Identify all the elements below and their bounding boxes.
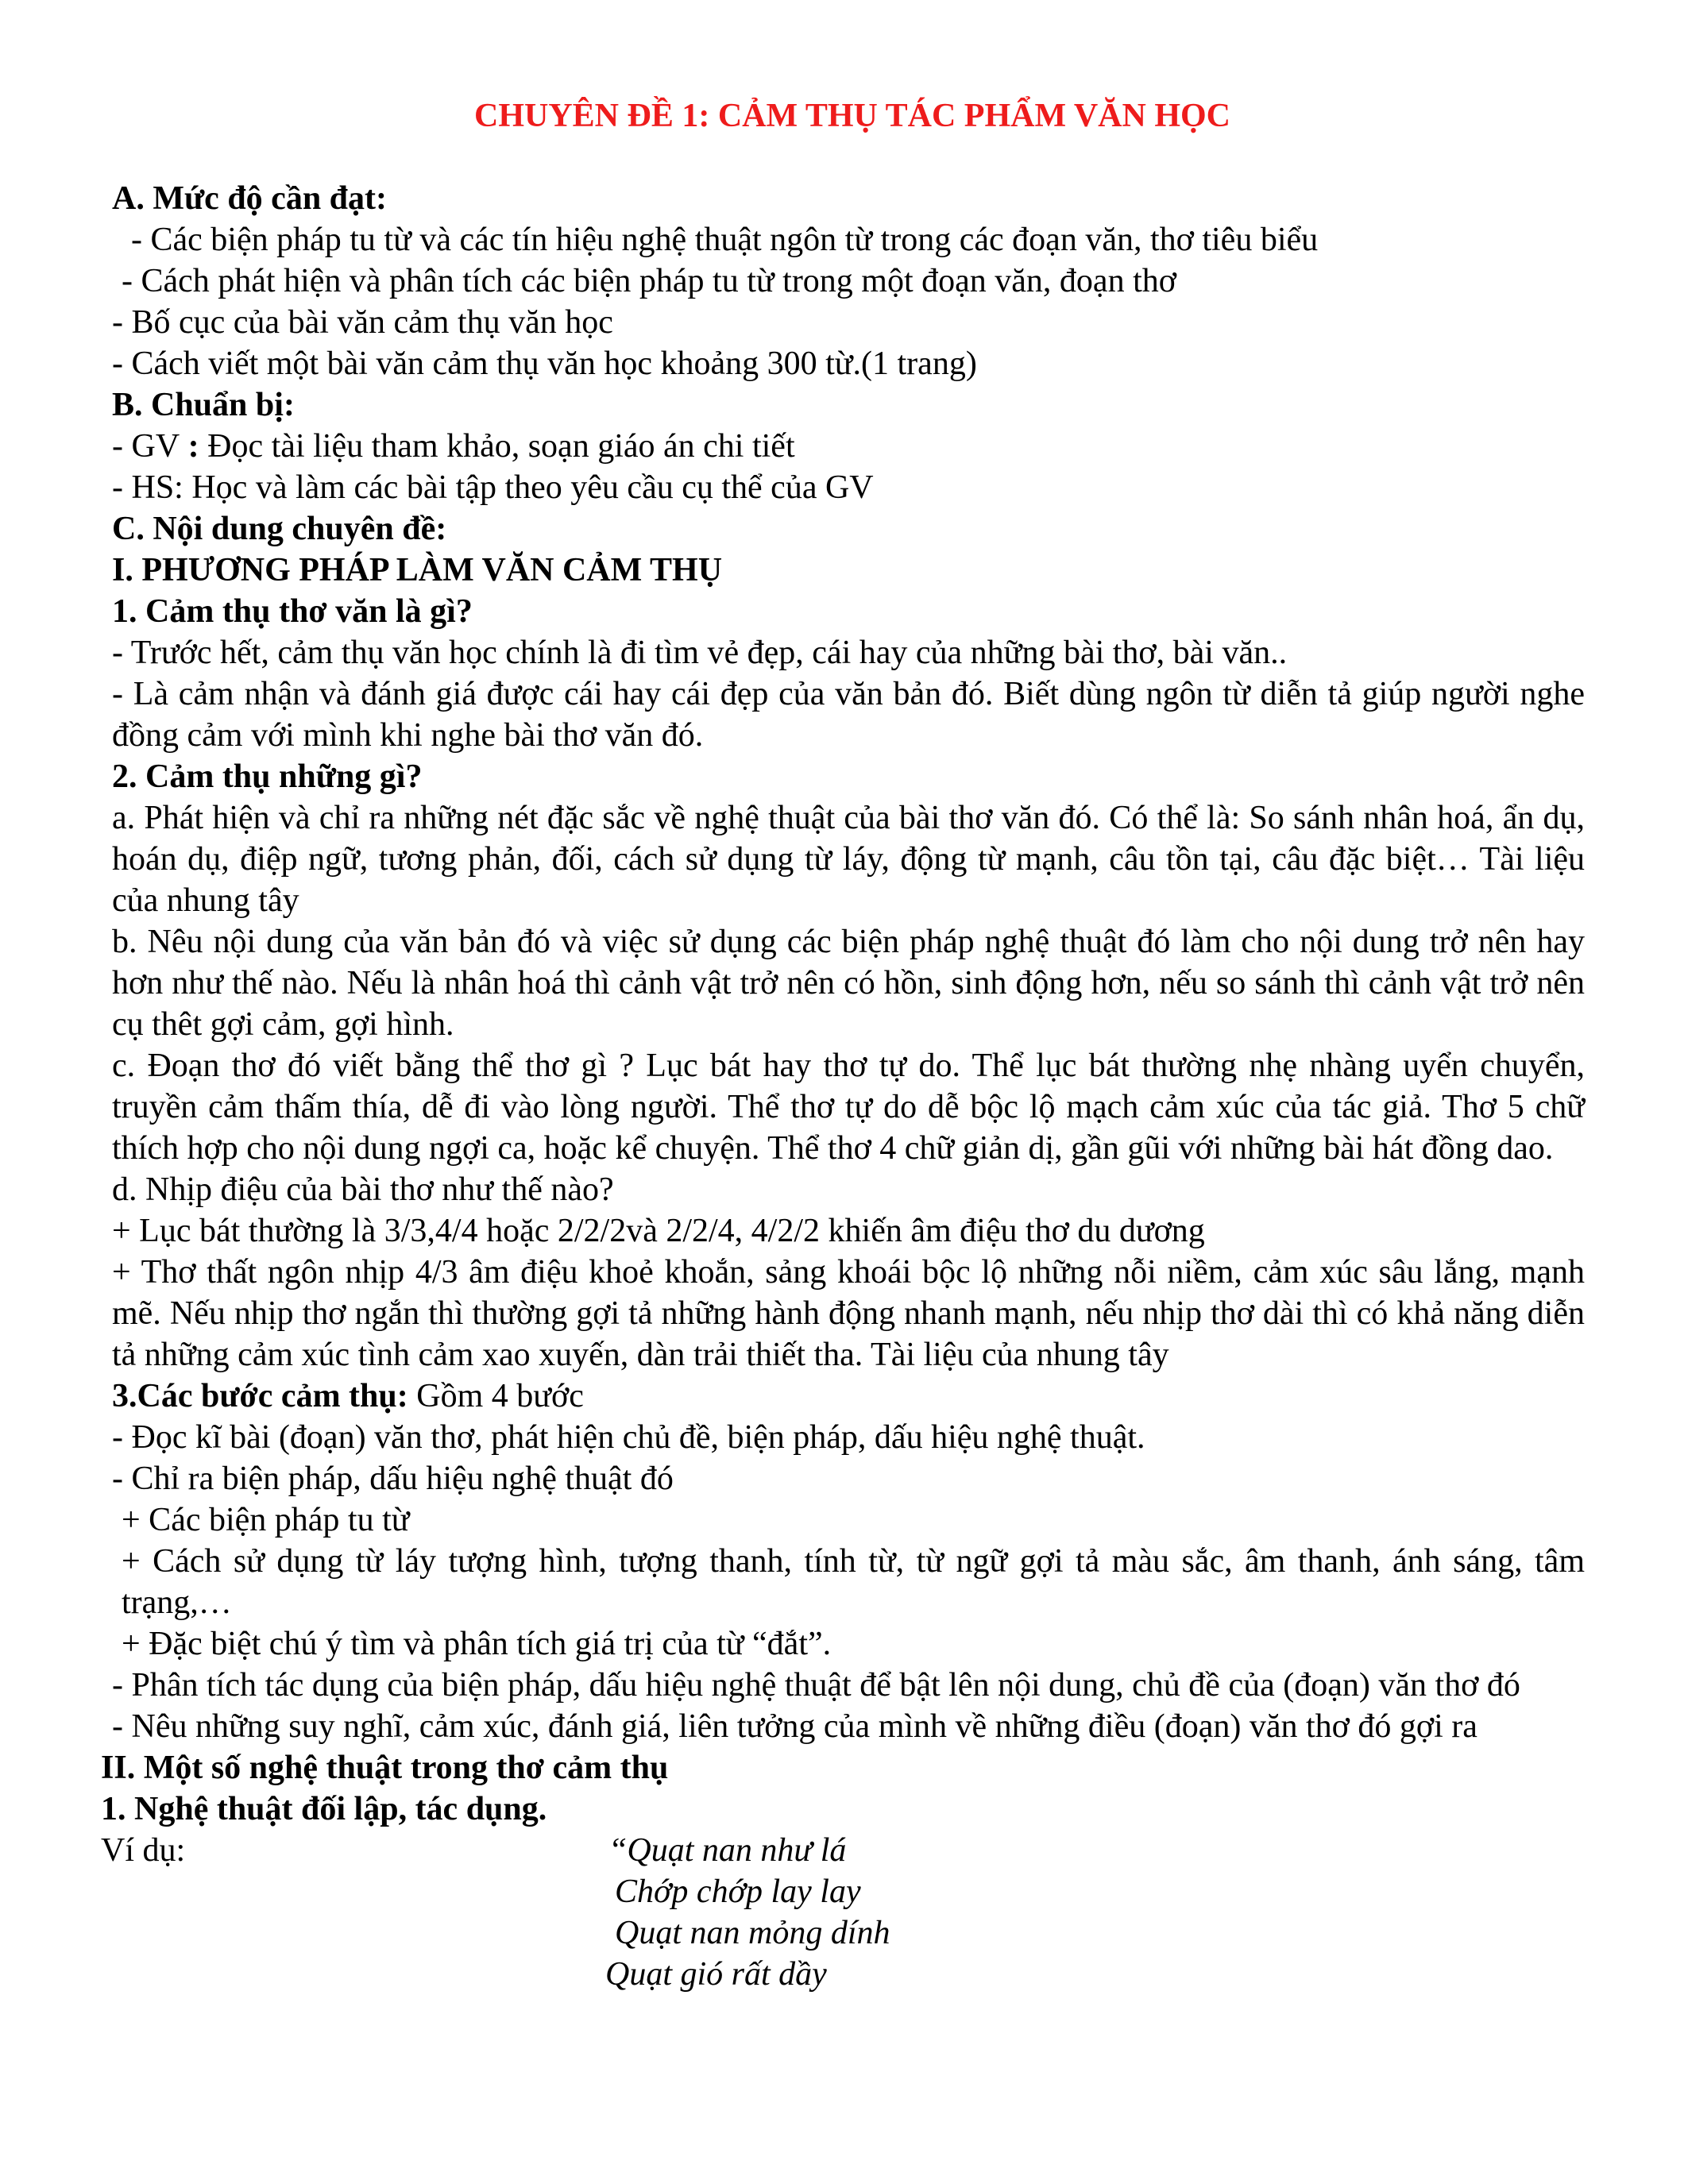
art-1-heading: 1. Nghệ thuật đối lập, tác dụng. — [101, 1791, 547, 1827]
gv-text: Đọc tài liệu tham khảo, soạn giáo án chi tiết — [207, 428, 795, 465]
question-3-heading — [112, 1376, 1585, 1417]
poem-line: Quạt nan mỏng dính — [615, 1915, 890, 1951]
section-b-hs: - HS: Học và làm các bài tập theo yêu cầu cụ thể của GV — [112, 469, 874, 506]
question-2-item: + Thơ thất ngôn nhịp 4/3 âm điệu khoẻ khoắn, sảng khoái bộc lộ những nỗi niềm, cảm xúc sâu lắng, mạnh mẽ. Nếu nhịp thơ ngắn thì thường gợi tả những hành động nhanh mạnh, nếu nhịp thơ dài thì có khả năng diễn tả những cảm xúc tình cảm xao xuyến, dàn trải thiết tha. Tài liệu của nhung tây — [112, 1254, 1585, 1373]
question-3-item: + Cách sử dụng từ láy tượng hình, tượng thanh, tính từ, từ ngữ gợi tả màu sắc, âm thanh, ánh sáng, tâm trạng,… — [122, 1543, 1585, 1621]
poem-line: “Quạt nan như lá — [608, 1832, 847, 1869]
question-3-item: + Các biện pháp tu từ — [122, 1502, 410, 1538]
poem-row — [112, 1871, 1585, 1912]
question-2-item: c. Đoạn thơ đó viết bằng thể thơ gì ? Lục bát hay thơ tự do. Thể lục bát thường nhẹ nhàng uyển chuyển, truyền cảm thấm thía, dễ đi vào lòng người. Thể thơ tự do dễ bộc lộ mạch cảm xúc của tác giả. Thơ 5 chữ thích hợp cho nội dung ngợi ca, hoặc kể chuyện. Thể thơ 4 chữ giản dị, gần gũi với những bài hát đồng dao. — [112, 1048, 1585, 1167]
question-2-item: d. Nhịp điệu của bài thơ như thế nào? — [112, 1171, 614, 1208]
question-3-item: + Đặc biệt chú ý tìm và phân tích giá trị của từ “đắt”. — [122, 1626, 832, 1662]
question-3-label: 3.Các bước cảm thụ: — [112, 1378, 408, 1414]
question-1-item: - Trước hết, cảm thụ văn học chính là đi tìm vẻ đẹp, cái hay của những bài thơ, bài văn.. — [112, 635, 1288, 671]
section-a-heading: A. Mức độ cần đạt: — [112, 180, 388, 217]
document-title: CHUYÊN ĐỀ 1: CẢM THỤ TÁC PHẨM VĂN HỌC — [473, 98, 1230, 134]
poem-line: Chớp chớp lay lay — [615, 1873, 861, 1910]
gv-label: - GV — [112, 428, 180, 465]
question-3-rest: Gồm 4 bước — [408, 1378, 584, 1414]
poem-row — [112, 1954, 1585, 1995]
poem-row — [112, 1912, 1585, 1954]
section-b-heading: B. Chuẩn bị: — [112, 387, 295, 423]
question-2-item: b. Nêu nội dung của văn bản đó và việc sử dụng các biện pháp nghệ thuật đó làm cho nội dung trở nên hay hơn như thế nào. Nếu là nhân hoá thì cảnh vật trở nên có hồn, sinh động hơn, nếu so sánh thì cảnh vật trở nên cụ thêt gợi cảm, gợi hình. — [112, 924, 1585, 1043]
question-1-item: - Là cảm nhận và đánh giá được cái hay cái đẹp của văn bản đó. Biết dùng ngôn từ diễn tả giúp người nghe đồng cảm với mình khi nghe bài thơ văn đó. — [112, 676, 1585, 754]
section-i-heading: I. PHƯƠNG PHÁP LÀM VĂN CẢM THỤ — [112, 552, 723, 588]
question-2-heading: 2. Cảm thụ những gì? — [112, 758, 423, 795]
question-3-item: - Phân tích tác dụng của biện pháp, dấu hiệu nghệ thuật để bật lên nội dung, chủ đề của (đoạn) văn thơ đó — [112, 1667, 1520, 1704]
question-2-item: a. Phát hiện và chỉ ra những nét đặc sắc về nghệ thuật của bài thơ văn đó. Có thể là: So sánh nhân hoá, ẩn dụ, hoán dụ, điệp ngữ, tương phản, đối, cách sử dụng từ láy, động từ mạnh, câu tồn tại, câu đặc biệt… Tài liệu của nhung tây — [112, 800, 1585, 919]
section-a-item: - Các biện pháp tu từ và các tín hiệu nghệ thuật ngôn từ trong các đoạn văn, thơ tiêu biểu — [131, 222, 1319, 258]
gv-colon: : — [180, 428, 208, 465]
section-a-item: - Cách viết một bài văn cảm thụ văn học khoảng 300 từ.(1 trang) — [112, 345, 977, 382]
question-2-item: + Lục bát thường là 3/3,4/4 hoặc 2/2/2và 2/2/4, 4/2/2 khiến âm điệu thơ du dương — [112, 1213, 1205, 1249]
question-3-item: - Nêu những suy nghĩ, cảm xúc, đánh giá, liên tưởng của mình về những điều (đoạn) văn thơ đó gợi ra — [112, 1708, 1477, 1745]
section-c-heading: C. Nội dung chuyên đề: — [112, 511, 447, 547]
example-label: Ví dụ: — [101, 1832, 186, 1869]
question-1-heading: 1. Cảm thụ thơ văn là gì? — [112, 593, 473, 630]
example-row — [101, 1830, 1585, 1871]
section-ii-heading: II. Một số nghệ thuật trong thơ cảm thụ — [101, 1750, 669, 1786]
poem-line: Quạt gió rất dầy — [605, 1956, 827, 1993]
section-b-gv — [112, 426, 1585, 467]
section-a-item: - Bố cục của bài văn cảm thụ văn học — [112, 304, 613, 341]
question-3-item: - Đọc kĩ bài (đoạn) văn thơ, phát hiện chủ đề, biện pháp, dấu hiệu nghệ thuật. — [112, 1419, 1145, 1456]
section-a-item: - Cách phát hiện và phân tích các biện pháp tu từ trong một đoạn văn, đoạn thơ — [122, 263, 1176, 299]
question-3-item: - Chỉ ra biện pháp, dấu hiệu nghệ thuật đó — [112, 1461, 674, 1497]
